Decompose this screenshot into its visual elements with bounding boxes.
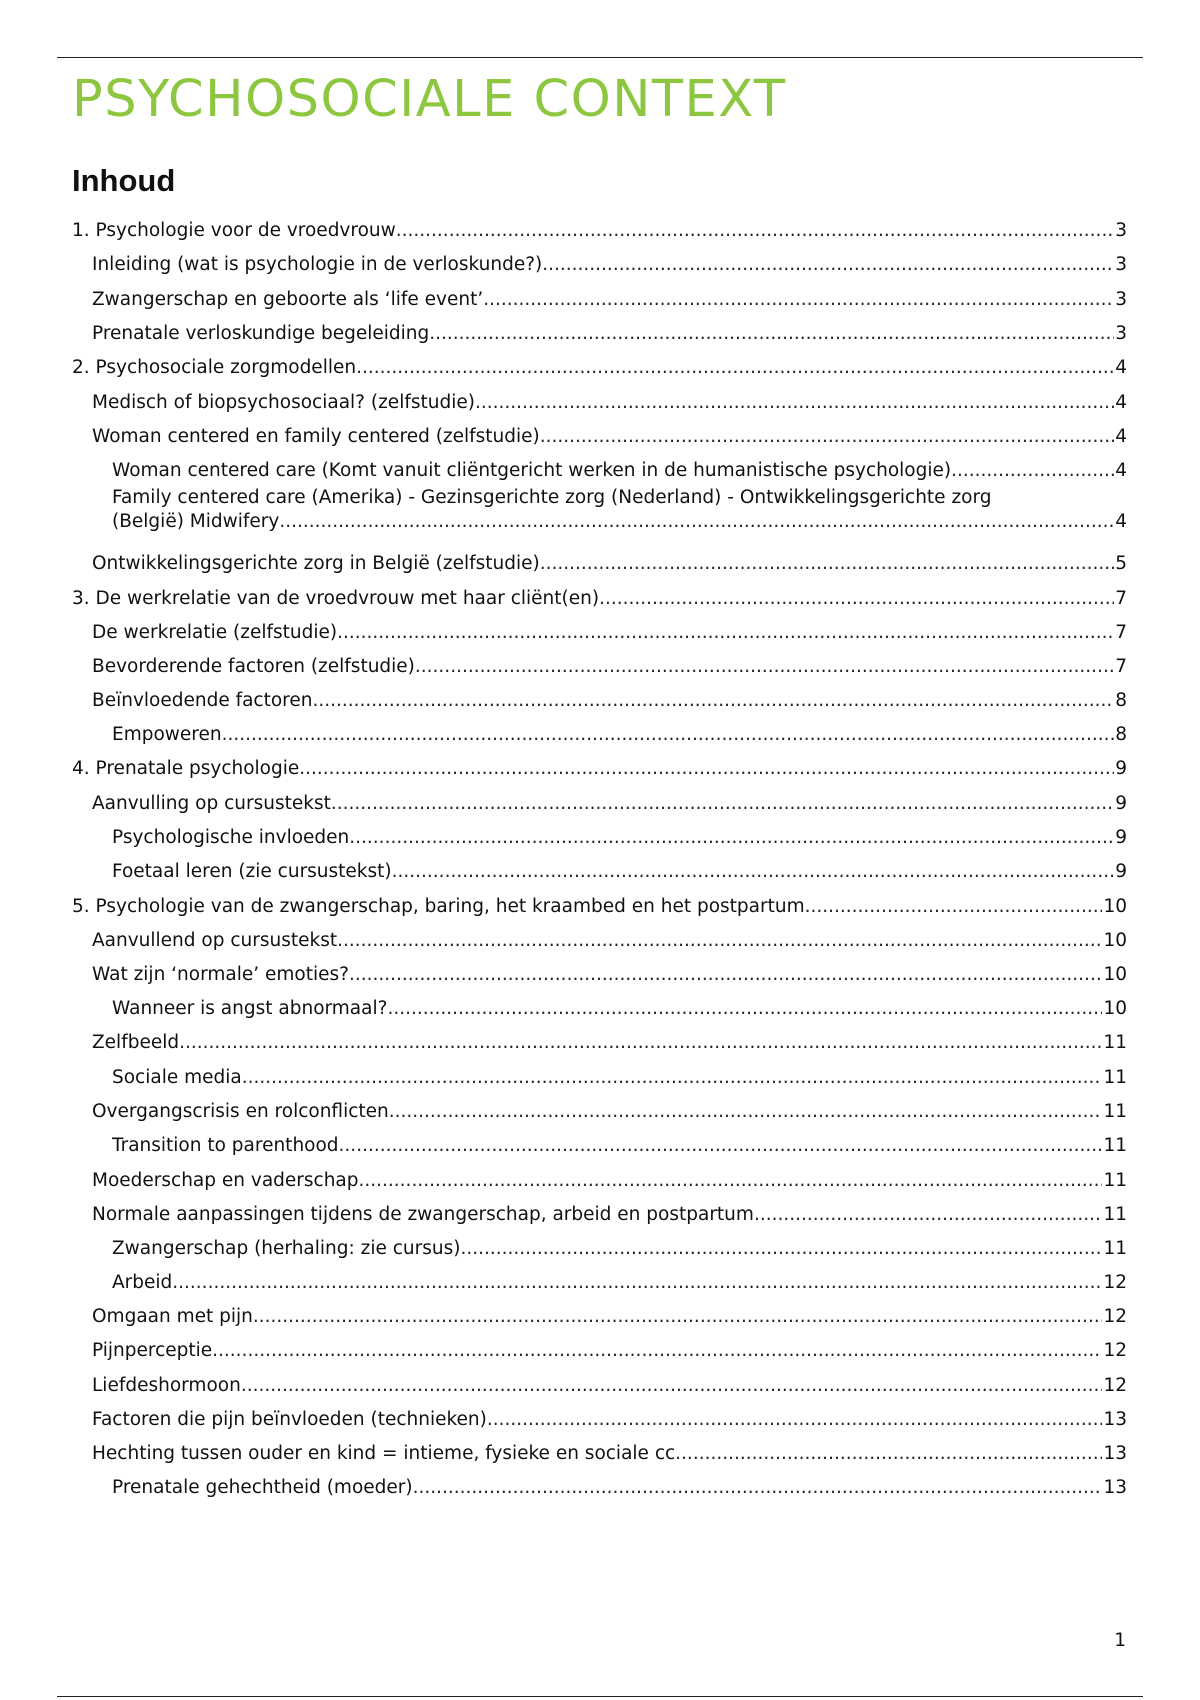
toc-entry-page: 10: [1103, 896, 1127, 917]
toc-leader-dots: [242, 1067, 1103, 1088]
bottom-rule: [57, 1696, 1143, 1697]
toc-leader-dots: [337, 622, 1114, 643]
toc-entry-page: 11: [1103, 1238, 1127, 1259]
toc-leader-dots: [172, 1272, 1102, 1293]
toc-entry-page: 11: [1103, 1101, 1127, 1122]
toc-entry-text: Wat zijn ‘normale’ emoties?: [92, 964, 349, 985]
toc-entry-text: Moederschap en vaderschap: [92, 1170, 359, 1191]
toc-entry-text: Medisch of biopsychosociaal? (zelfstudie): [92, 392, 475, 413]
toc-entry-text: Arbeid: [112, 1272, 173, 1293]
toc-entry-text: Beïnvloedende factoren: [92, 690, 313, 711]
toc-entry-text: 1. Psychologie voor de vroedvrouw: [72, 220, 396, 241]
toc-entry-text: Ontwikkelingsgerichte zorg in België (zelfstudie): [92, 553, 540, 574]
toc-entry-page: 4: [1115, 426, 1127, 447]
toc-entry[interactable]: [72, 827, 1127, 848]
toc-entry-page: 3: [1115, 220, 1127, 241]
toc-entry-page: 11: [1103, 1204, 1127, 1225]
toc-entry[interactable]: [72, 1238, 1127, 1259]
toc-entry-page: 8: [1115, 724, 1127, 745]
toc-entry-text: Normale aanpassingen tijdens de zwangerschap, arbeid en postpartum: [92, 1204, 754, 1225]
toc-leader-dots: [754, 1204, 1103, 1225]
toc-entry-page: 10: [1103, 964, 1127, 985]
toc-entry-text: Pijnperceptie: [92, 1340, 213, 1361]
toc-entry-page: 5: [1115, 553, 1127, 574]
toc-entry-text: Aanvulling op cursustekst: [92, 793, 331, 814]
toc-leader-dots: [387, 998, 1102, 1019]
toc-leader-dots: [299, 758, 1114, 779]
toc-entry-page: 7: [1115, 622, 1127, 643]
toc-leader-dots: [339, 1135, 1103, 1156]
toc-entry-text: Transition to parenthood: [112, 1135, 339, 1156]
toc-entry[interactable]: [72, 622, 1127, 643]
toc-entry-text: (België) Midwifery: [112, 511, 280, 532]
toc-entry-page: 4: [1115, 511, 1127, 532]
toc-entry[interactable]: [72, 1409, 1127, 1430]
toc-entry-text: Zelfbeeld: [92, 1032, 180, 1053]
toc-leader-dots: [429, 323, 1114, 344]
toc-entry-text: Bevorderende factoren (zelfstudie): [92, 656, 415, 677]
toc-leader-dots: [542, 254, 1114, 275]
toc-entry-page: 3: [1115, 254, 1127, 275]
toc-leader-dots: [331, 793, 1114, 814]
toc-entry[interactable]: [72, 690, 1127, 711]
toc-entry[interactable]: [72, 1477, 1127, 1498]
toc-leader-dots: [805, 896, 1103, 917]
toc-leader-dots: [349, 827, 1114, 848]
toc-leader-dots: [487, 1409, 1103, 1430]
toc-entry[interactable]: [72, 254, 1127, 275]
toc-entry-page: 9: [1115, 861, 1127, 882]
toc-entry-text: 4. Prenatale psychologie: [72, 758, 300, 779]
toc-entry-page: 7: [1115, 656, 1127, 677]
toc-leader-dots: [675, 1443, 1102, 1464]
toc-entry-text: 3. De werkrelatie van de vroedvrouw met haar cliënt(en): [72, 588, 600, 609]
toc-entry[interactable]: [72, 896, 1127, 917]
toc-entry[interactable]: [72, 1340, 1127, 1361]
toc-entry-text: Factoren die pijn beïnvloeden (technieken): [92, 1409, 487, 1430]
toc-entry-text: Empoweren: [112, 724, 222, 745]
toc-entry-page: 12: [1103, 1306, 1127, 1327]
toc-entry[interactable]: [72, 758, 1127, 779]
toc-entry-page: 13: [1103, 1477, 1127, 1498]
toc-entry[interactable]: [72, 1272, 1127, 1293]
toc-entry-page: 11: [1103, 1135, 1127, 1156]
page-number: 1: [1114, 1630, 1126, 1651]
toc-entry[interactable]: [72, 1170, 1127, 1191]
toc-entry-text: Overgangscrisis en rolconflicten: [92, 1101, 389, 1122]
toc-entry-page: 9: [1115, 758, 1127, 779]
toc-entry[interactable]: [72, 793, 1127, 814]
document-title: PSYCHOSOCIALE CONTEXT: [72, 70, 787, 129]
toc-leader-dots: [415, 656, 1114, 677]
toc-leader-dots: [222, 724, 1115, 745]
toc-entry[interactable]: [72, 1306, 1127, 1327]
toc-leader-dots: [460, 1238, 1102, 1259]
toc-entry-text: Prenatale verloskundige begeleiding: [92, 323, 430, 344]
toc-leader-dots: [951, 460, 1114, 481]
toc-heading: Inhoud: [72, 163, 176, 198]
toc-entry-page: 10: [1103, 998, 1127, 1019]
top-rule: [57, 57, 1143, 58]
toc-entry[interactable]: [72, 998, 1127, 1019]
toc-leader-dots: [483, 289, 1114, 310]
toc-leader-dots: [179, 1032, 1102, 1053]
toc-entry[interactable]: [72, 357, 1127, 378]
toc-leader-dots: [212, 1340, 1102, 1361]
toc-leader-dots: [599, 588, 1114, 609]
toc-entry[interactable]: [72, 588, 1127, 609]
toc-entry[interactable]: [72, 964, 1127, 985]
toc-leader-dots: [413, 1477, 1103, 1498]
toc-leader-dots: [389, 1101, 1103, 1122]
toc-entry[interactable]: [72, 392, 1127, 413]
toc-leader-dots: [241, 1375, 1103, 1396]
toc-entry-text: Wanneer is angst abnormaal?: [112, 998, 388, 1019]
toc-entry-text: Zwangerschap (herhaling: zie cursus): [112, 1238, 461, 1259]
toc-entry-page: 4: [1115, 460, 1127, 481]
toc-entry-page: 13: [1103, 1409, 1127, 1430]
toc-entry[interactable]: [72, 323, 1127, 344]
toc-leader-dots: [253, 1306, 1103, 1327]
toc-entry-text: Omgaan met pijn: [92, 1306, 253, 1327]
toc-entry[interactable]: [72, 656, 1127, 677]
toc-leader-dots: [359, 1170, 1103, 1191]
toc-entry-text: Woman centered care (Komt vanuit cliëntgericht werken in de humanistische psychologie): [112, 460, 952, 481]
toc-leader-dots: [540, 553, 1114, 574]
toc-entry-text: Foetaal leren (zie cursustekst): [112, 861, 392, 882]
toc-entry[interactable]: [72, 1204, 1127, 1225]
toc-leader-dots: [349, 964, 1102, 985]
toc-entry-page: 11: [1103, 1067, 1127, 1088]
toc-leader-dots: [392, 861, 1115, 882]
toc-entry[interactable]: [72, 289, 1127, 310]
toc-entry[interactable]: [72, 1101, 1127, 1122]
toc-entry[interactable]: [72, 487, 1127, 532]
toc-leader-dots: [540, 426, 1114, 447]
toc-entry-text: Woman centered en family centered (zelfstudie): [92, 426, 540, 447]
toc-entry[interactable]: [72, 426, 1127, 447]
toc-entry[interactable]: [72, 1375, 1127, 1396]
toc-entry-text: Inleiding (wat is psychologie in de verloskunde?): [92, 254, 543, 275]
toc-entry-text: 2. Psychosociale zorgmodellen: [72, 357, 357, 378]
toc-entry-page: 3: [1115, 289, 1127, 310]
toc-leader-dots: [312, 690, 1114, 711]
toc-entry-page: 10: [1103, 930, 1127, 951]
toc-entry-page: 11: [1103, 1032, 1127, 1053]
toc-entry-text: Prenatale gehechtheid (moeder): [112, 1477, 413, 1498]
toc-entry-text: De werkrelatie (zelfstudie): [92, 622, 338, 643]
toc-entry[interactable]: [72, 553, 1127, 574]
toc-leader-dots: [279, 511, 1114, 532]
toc-entry[interactable]: [72, 724, 1127, 745]
toc-entry-page: 7: [1115, 588, 1127, 609]
toc-leader-dots: [475, 392, 1114, 413]
toc-entry-page: 11: [1103, 1170, 1127, 1191]
toc-entry-page: 8: [1115, 690, 1127, 711]
toc-entry-text: Aanvullend op cursustekst: [92, 930, 338, 951]
toc-entry-text: Hechting tussen ouder en kind = intieme, fysieke en sociale cc: [92, 1443, 676, 1464]
toc-entry-page: 3: [1115, 323, 1127, 344]
toc-entry[interactable]: [72, 861, 1127, 882]
toc-entry-page: 12: [1103, 1340, 1127, 1361]
toc-entry[interactable]: [72, 460, 1127, 481]
toc-entry-page: 9: [1115, 793, 1127, 814]
toc-entry-page: 13: [1103, 1443, 1127, 1464]
toc-entry-page: 12: [1103, 1272, 1127, 1293]
toc-entry-page: 4: [1115, 357, 1127, 378]
toc-entry-page: 9: [1115, 827, 1127, 848]
toc-entry-text: 5. Psychologie van de zwangerschap, baring, het kraambed en het postpartum: [72, 896, 805, 917]
toc-entry[interactable]: [72, 1135, 1127, 1156]
toc-leader-dots: [356, 357, 1114, 378]
toc-entry[interactable]: [72, 1443, 1127, 1464]
toc-entry-page: 12: [1103, 1375, 1127, 1396]
toc-entry-text: Sociale media: [112, 1067, 242, 1088]
toc-entry[interactable]: [72, 1067, 1127, 1088]
toc-entry-text: Psychologische invloeden: [112, 827, 350, 848]
toc-entry-text: Liefdeshormoon: [92, 1375, 241, 1396]
toc-leader-dots: [396, 220, 1114, 241]
toc-entry-text-first-line: Family centered care (Amerika) - Gezinsgerichte zorg (Nederland) - Ontwikkelingsgerichte zorg: [112, 487, 992, 508]
toc-entry-page: 4: [1115, 392, 1127, 413]
toc-entry[interactable]: [72, 1032, 1127, 1053]
toc-entry[interactable]: [72, 220, 1127, 241]
toc-leader-dots: [337, 930, 1102, 951]
toc-entry-text: Zwangerschap en geboorte als ‘life event’: [92, 289, 484, 310]
toc-entry[interactable]: [72, 930, 1127, 951]
